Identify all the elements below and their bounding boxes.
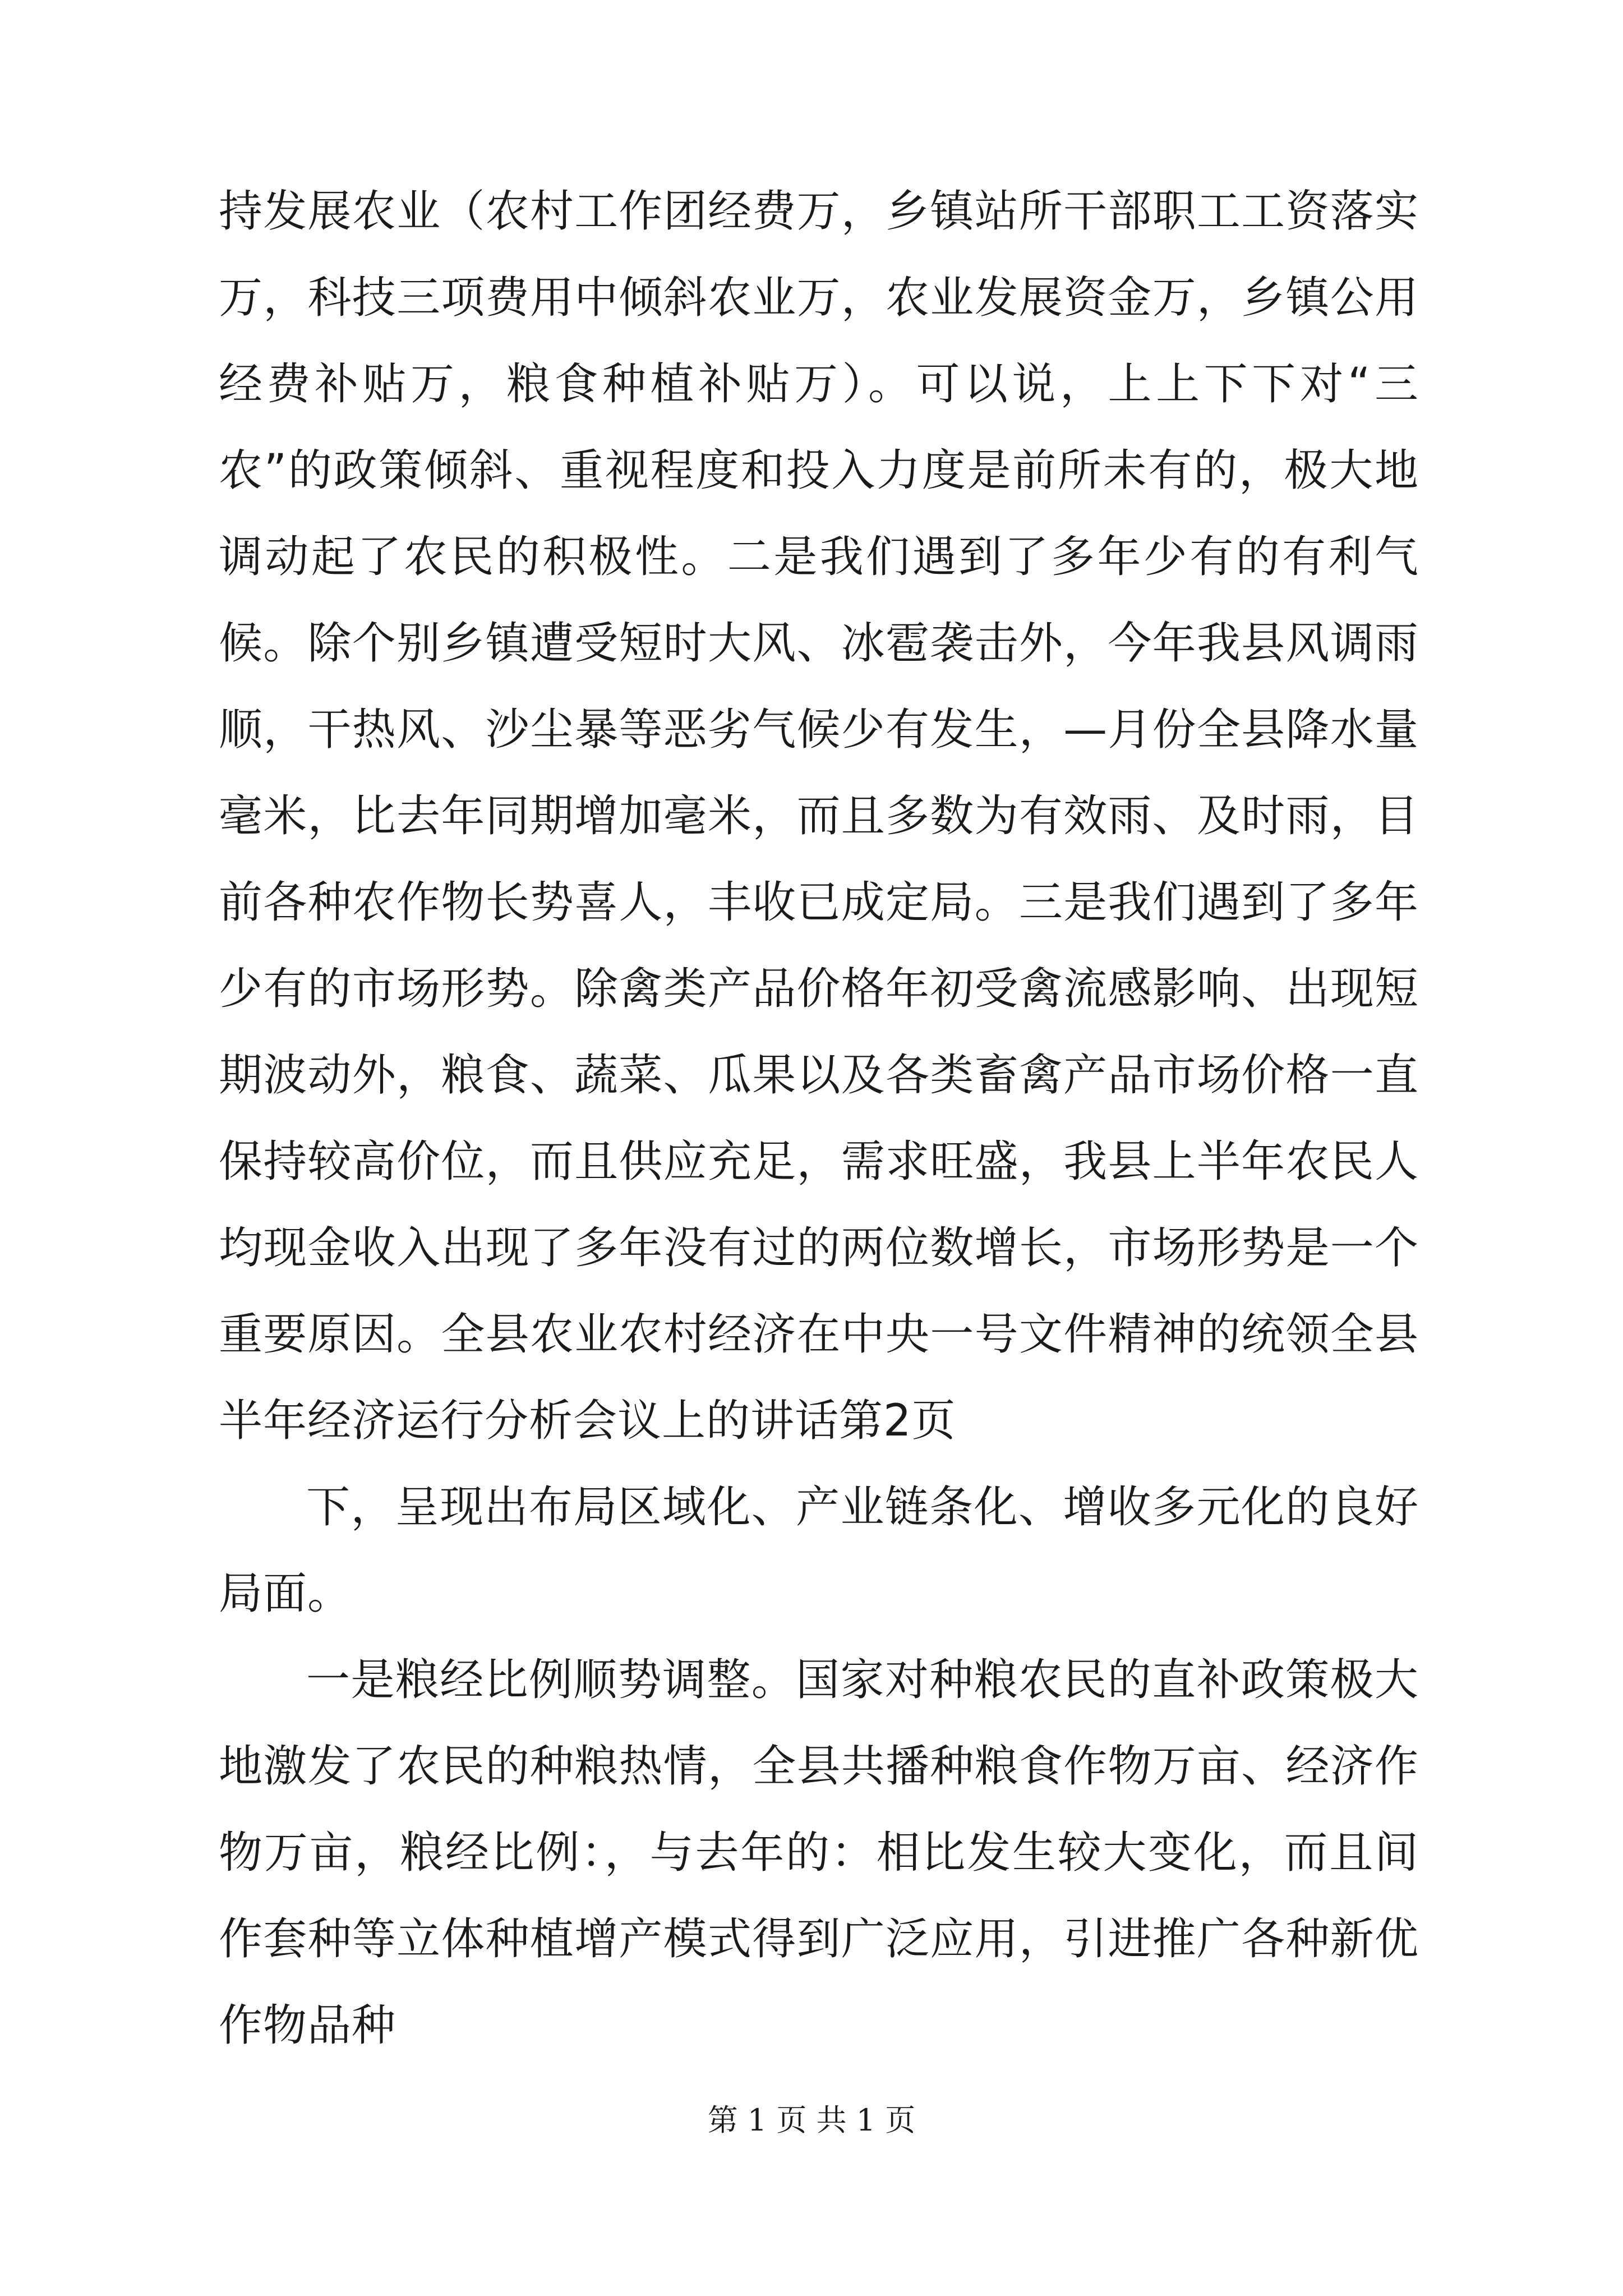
paragraph-3: 一是粮经比例顺势调整。国家对种粮农民的直补政策极大地激发了农民的种粮热情，全县共播种粮食作物万亩、经济作物万亩，粮经比例：，与去年的：相比发生较大变化，而且间作套种等立体种植增产模式得到广泛应用，引进推广各种新优作物品种 <box>219 1655 1419 2051</box>
page-footer: 第 1 页 共 1 页 <box>707 2102 916 2138</box>
paragraph-1: 持发展农业（农村工作团经费万，乡镇站所干部职工工资落实万，科技三项费用中倾斜农业万，农业发展资金万，乡镇公用经费补贴万，粮食种植补贴万）。可以说，上上下下对“三农”的政策倾斜、重视程度和投入力度是前所未有的，极大地调动起了农民的积极性。二是我们遇到了多年少有的有利气候。除个别乡镇遭受短时大风、冰雹袭击外，今年我县风调雨顺，干热风、沙尘暴等恶劣气候少有发生，—月份全县降水量毫米，比去年同期增加毫米，而且多数为有效雨、及时雨，目前各种农作物长势喜人，丰收已成定局。三是我们遇到了多年少有的市场形势。除禽类产品价格年初受禽流感影响、出现短期波动外，粮食、蔬菜、瓜果以及各类畜禽产品市场价格一直保持较高价位，而且供应充足，需求旺盛，我县上半年农民人均现金收入出现了多年没有过的两位数增长，市场形势是一个重要原因。全县农业农村经济在中央一号文件精神的统领全县半年经济运行分析会议上的讲话第2页 <box>219 186 1419 1446</box>
document-body <box>219 168 1419 2069</box>
paragraph-2: 下，呈现出布局区域化、产业链条化、增收多元化的良好局面。 <box>219 1482 1419 1619</box>
